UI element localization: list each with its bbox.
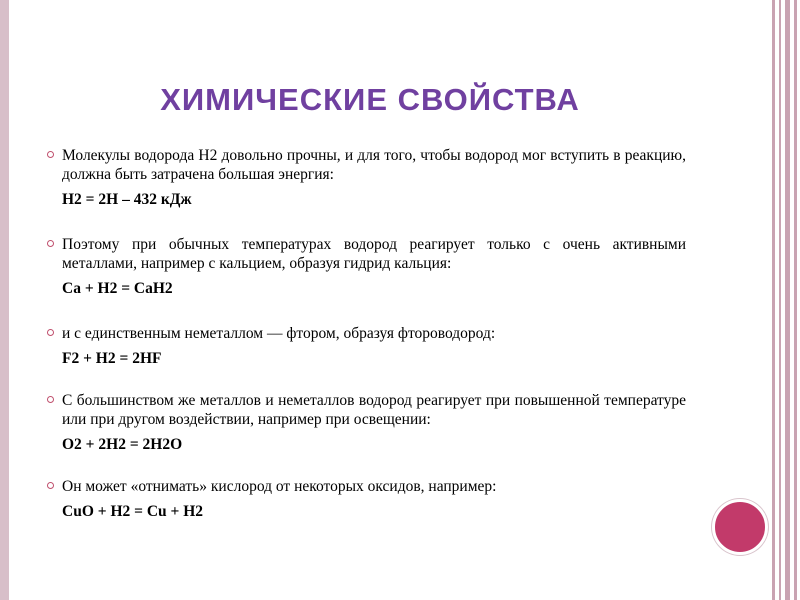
decorative-circle-icon bbox=[712, 499, 768, 555]
slide-title: ХИМИЧЕСКИЕ СВОЙСТВА bbox=[160, 82, 580, 117]
equation-1: Н2 = 2Н – 432 кДж bbox=[62, 191, 192, 208]
paragraph-5: Он может «отнимать» кислород от некоторых оксидов, например: bbox=[46, 477, 686, 496]
equation-5: CuO + H2 = Cu + H2 bbox=[62, 503, 204, 520]
paragraph-2: Поэтому при обычных температурах водород реагирует только с очень активными металлами, например с кальцием, образуя гидрид кальция: bbox=[46, 235, 686, 273]
bullet-icon bbox=[47, 329, 54, 336]
paragraph-1: Молекулы водорода Н2 довольно прочны, и для того, чтобы водород мог вступить в реакцию, должна быть затрачена большая энергия: bbox=[46, 146, 686, 184]
paragraph-3: и с единственным неметаллом — фтором, образуя фтороводород: bbox=[46, 324, 686, 343]
bullet-icon bbox=[47, 482, 54, 489]
slide-right-border bbox=[767, 0, 800, 600]
bullet-icon bbox=[47, 396, 54, 403]
slide-content bbox=[46, 146, 686, 521]
equation-4: O2 + 2H2 = 2H2O bbox=[62, 436, 183, 453]
bullet-icon bbox=[47, 151, 54, 158]
slide-left-border bbox=[0, 0, 9, 600]
equation-2: Са + Н2 = СаН2 bbox=[62, 280, 173, 297]
bullet-icon bbox=[47, 240, 54, 247]
equation-3: F2 + H2 = 2HF bbox=[62, 350, 162, 367]
paragraph-4: С большинством же металлов и неметаллов водород реагирует при повышенной температуре или при другом воздействии, например при освещении: bbox=[46, 391, 686, 429]
